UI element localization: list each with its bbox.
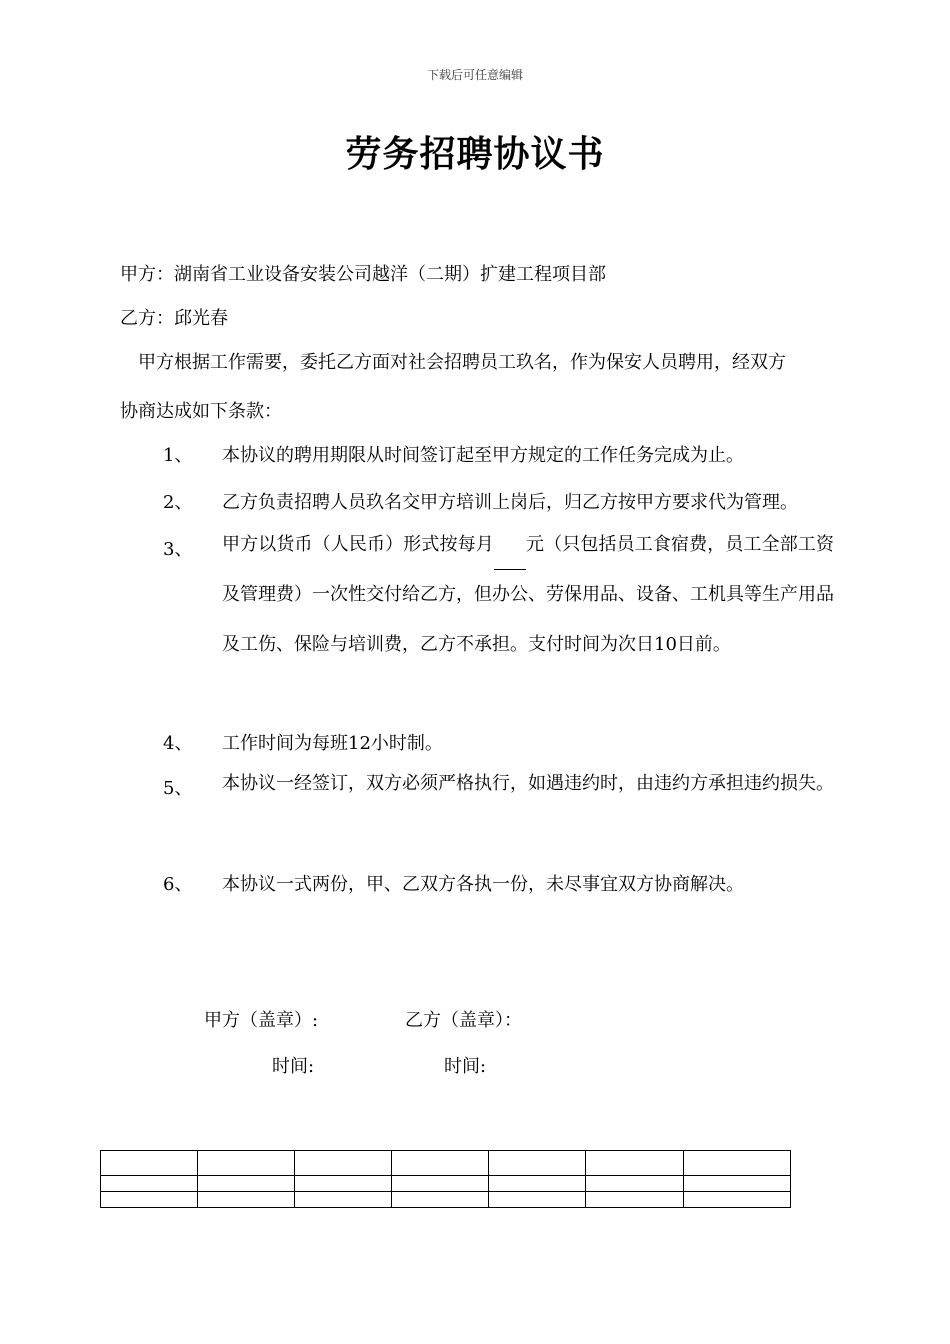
table-cell — [198, 1176, 295, 1192]
clause-number: 1、 — [163, 445, 193, 466]
clause-text: 本协议一经签订，双方必须严格执行，如遇违约时，由违约方承担违约损失。 — [222, 773, 834, 794]
amount-blank — [494, 551, 526, 570]
table-cell — [684, 1151, 791, 1176]
empty-grid-table — [100, 1150, 791, 1208]
party-b-seal-label: 乙方（盖章）： — [405, 1010, 522, 1031]
clause-text: 乙方负责招聘人员玖名交甲方培训上岗后，归乙方按甲方要求代为管理。 — [222, 492, 798, 513]
table-row — [101, 1151, 791, 1176]
clause-text-part: 甲方以货币（人民币）形式按每月 — [222, 534, 494, 555]
clause-text — [222, 520, 834, 670]
table-cell — [489, 1192, 586, 1208]
clause-number: 3、 — [163, 539, 193, 560]
table-cell — [101, 1192, 198, 1208]
table-cell — [392, 1151, 489, 1176]
table-cell — [684, 1176, 791, 1192]
clause-number: 2、 — [163, 492, 193, 513]
party-b-time-label: 时间: — [444, 1056, 487, 1077]
table-cell — [295, 1151, 392, 1176]
table-cell — [489, 1151, 586, 1176]
intro-line-1: 甲方根据工作需要，委托乙方面对社会招聘员工玖名，作为保安人员聘用，经双方 — [138, 352, 786, 373]
table-cell — [392, 1176, 489, 1192]
table-cell — [198, 1151, 295, 1176]
table-cell — [295, 1176, 392, 1192]
clause-text: 本协议一式两份，甲、乙双方各执一份，未尽事宜双方协商解决。 — [222, 874, 744, 895]
table-row — [101, 1176, 791, 1192]
clause-text: 工作时间为每班12小时制。 — [222, 733, 443, 754]
table-cell — [295, 1192, 392, 1208]
table-cell — [489, 1176, 586, 1192]
table-cell — [101, 1151, 198, 1176]
table-cell — [586, 1192, 684, 1208]
table-cell — [101, 1176, 198, 1192]
table-cell — [684, 1192, 791, 1208]
party-b-line: 乙方：邱光春 — [120, 308, 228, 329]
table-cell — [586, 1151, 684, 1176]
clause-number: 4、 — [163, 733, 193, 754]
table-cell — [392, 1192, 489, 1208]
document-title: 劳务招聘协议书 — [345, 133, 605, 175]
header-note: 下载后可任意编辑 — [426, 68, 523, 82]
table-cell — [586, 1176, 684, 1192]
table-cell — [198, 1192, 295, 1208]
intro-line-2: 协商达成如下条款： — [120, 401, 282, 422]
clause-text-part: 元（只包括员工食宿费，员工全部工资及管理费）一次性交付给乙方，但办公、劳保用品、设备、工机具等生产用品及工伤、保险与培训费，乙方不承担。支付时间为次日10日前。 — [222, 534, 834, 655]
clause-text: 本协议的聘用期限从时间签订起至甲方规定的工作任务完成为止。 — [222, 445, 744, 466]
clause-number: 6、 — [163, 874, 193, 895]
party-a-line: 甲方：湖南省工业设备安装公司越洋（二期）扩建工程项目部 — [120, 264, 606, 285]
party-a-time-label: 时间: — [272, 1056, 315, 1077]
clause-number: 5、 — [163, 778, 193, 799]
party-a-seal-label: 甲方（盖章）: — [204, 1010, 319, 1031]
table-row — [101, 1192, 791, 1208]
